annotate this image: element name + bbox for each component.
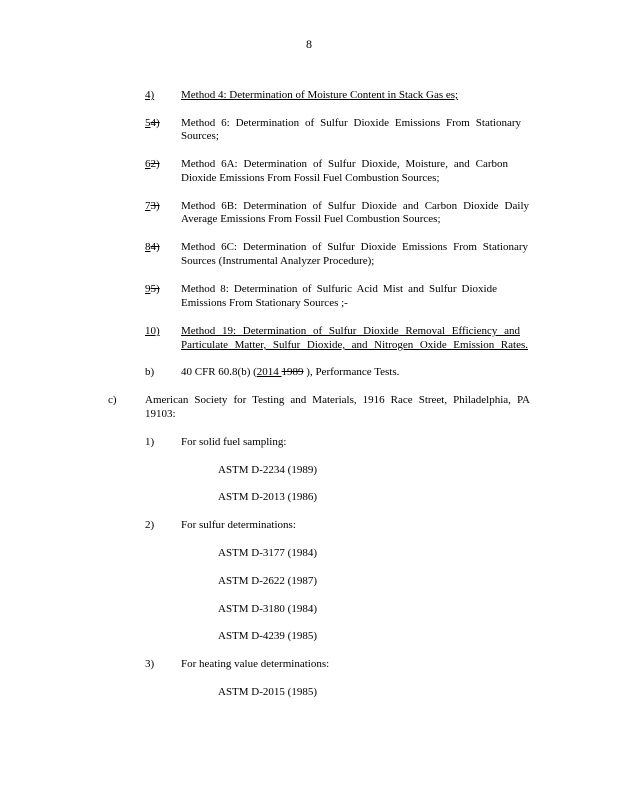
item-c-text: American Society for Testing and Materials, 1916 Race Street, Philadelphia, PA	[145, 394, 530, 406]
astm-standard: ASTM D-3177 (1984)	[218, 547, 317, 559]
item-number: 10)	[145, 325, 160, 337]
sub-item-label: For sulfur determinations:	[181, 519, 296, 531]
item-text-cont: Dioxide Emissions From Fossil Fuel Combustion Sources;	[181, 172, 440, 184]
item-text: Method 6B: Determination of Sulfur Dioxide and Carbon Dioxide Daily	[181, 200, 529, 212]
item-c-text-cont: 19103:	[145, 408, 176, 420]
astm-standard: ASTM D-2622 (1987)	[218, 575, 317, 587]
item-b-label: b)	[145, 366, 155, 378]
item-number: 62)	[145, 158, 160, 170]
sub-item-number: 3)	[145, 658, 155, 670]
item-text: Method 8: Determination of Sulfuric Acid Mist and Sulfur Dioxide	[181, 283, 497, 295]
item-number: 73)	[145, 200, 160, 212]
sub-item-number: 2)	[145, 519, 155, 531]
astm-standard: ASTM D-3180 (1984)	[218, 603, 317, 615]
item-text: Method 19: Determination of Sulfur Dioxide Removal Efficiency and	[181, 325, 520, 337]
item-c-label: c)	[108, 394, 117, 406]
item-text: Method 4: Determination of Moisture Content in Stack Gas es;	[181, 89, 459, 101]
item-text: Method 6C: Determination of Sulfur Dioxide Emissions From Stationary	[181, 241, 528, 253]
item-number: 84)	[145, 241, 160, 253]
item-text-cont: Average Emissions From Fossil Fuel Combustion Sources;	[181, 213, 441, 225]
item-text-cont: Sources (Instrumental Analyzer Procedure);	[181, 255, 375, 267]
astm-standard: ASTM D-4239 (1985)	[218, 630, 317, 642]
item-text-cont: Particulate Matter, Sulfur Dioxide, and Nitrogen Oxide Emission Rates.	[181, 339, 528, 351]
astm-standard: ASTM D-2234 (1989)	[218, 464, 317, 476]
item-text: Method 6A: Determination of Sulfur Dioxide, Moisture, and Carbon	[181, 158, 508, 170]
item-b-text: 40 CFR 60.8(b) (2014 1989 ), Performance Tests.	[181, 366, 400, 378]
sub-item-number: 1)	[145, 436, 155, 448]
item-text: Method 6: Determination of Sulfur Dioxide Emissions From Stationary	[181, 117, 521, 129]
item-number: 4)	[145, 89, 155, 101]
item-text-cont: Sources;	[181, 130, 219, 142]
page-number: 8	[306, 37, 312, 51]
astm-standard: ASTM D-2015 (1985)	[218, 686, 317, 698]
item-number: 54)	[145, 117, 160, 129]
sub-item-label: For heating value determinations:	[181, 658, 330, 670]
item-number: 95)	[145, 283, 160, 295]
sub-item-label: For solid fuel sampling:	[181, 436, 287, 448]
item-text-cont: Emissions From Stationary Sources ;-	[181, 297, 348, 309]
astm-standard: ASTM D-2013 (1986)	[218, 491, 317, 503]
